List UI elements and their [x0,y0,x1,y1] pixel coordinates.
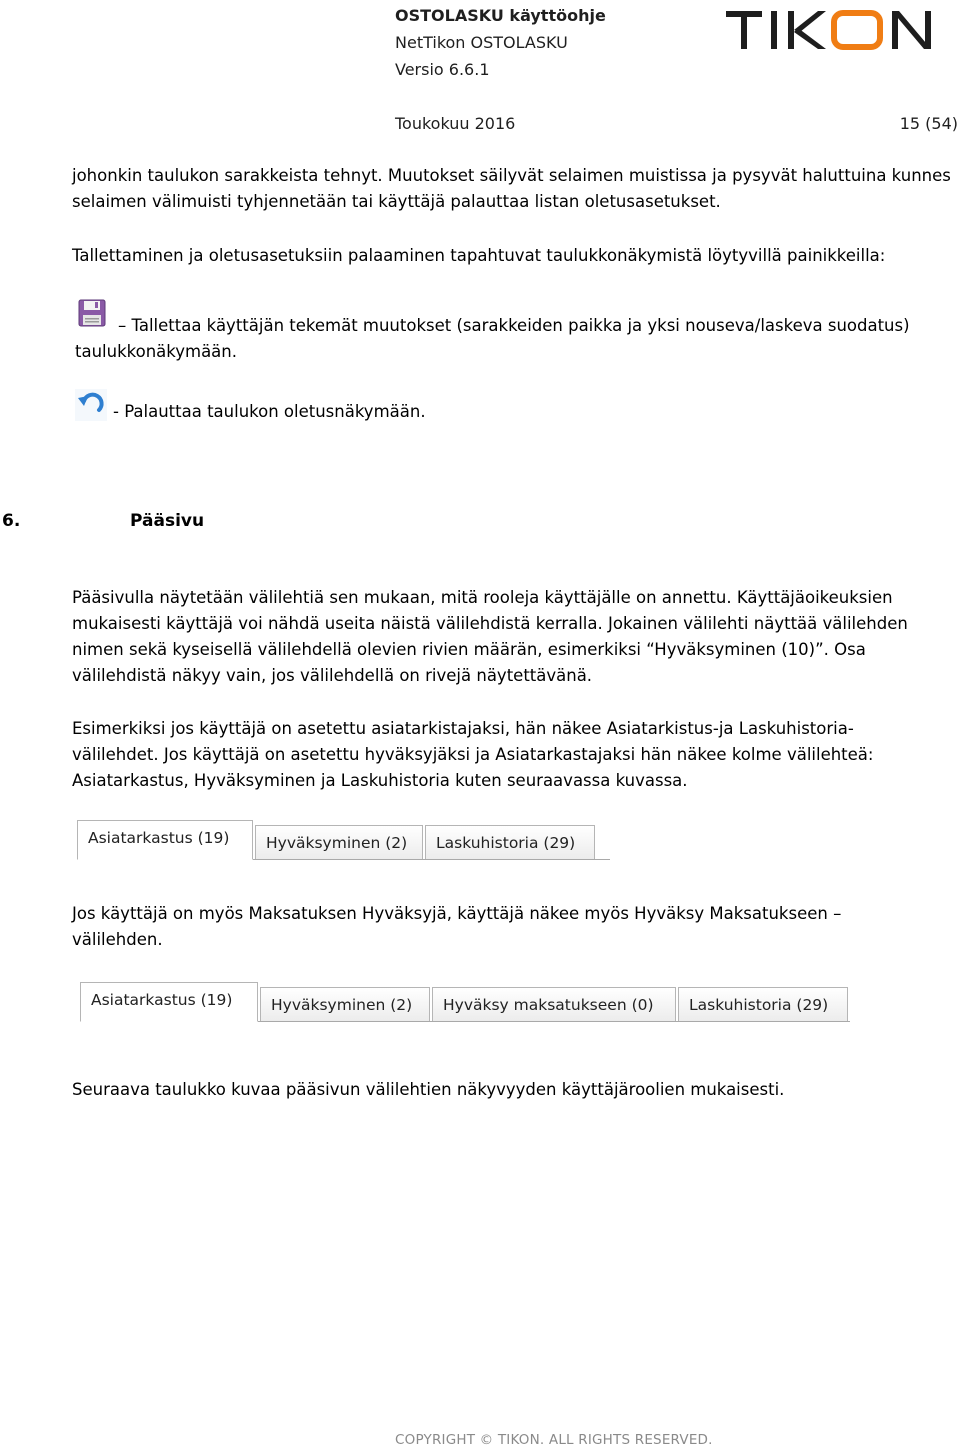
tab-asiatarkastus[interactable]: Asiatarkastus (19) [77,820,253,860]
copyright-footer: COPYRIGHT © TIKON. ALL RIGHTS RESERVED. [395,1432,713,1448]
document-title: OSTOLASKU käyttöohje [395,6,606,25]
paragraph-table-intro: Seuraava taulukko kuvaa pääsivun välilehtien näkyvyyden käyttäjäroolien mukaisesti. [72,1080,785,1099]
document-date: Toukokuu 2016 [395,114,516,133]
tab-hyvaksy-maksatukseen[interactable]: Hyväksy maksatukseen (0) [432,987,676,1021]
section-number: 6. [2,511,21,531]
section-title: Pääsivu [130,511,205,531]
paragraph-maksatus: Jos käyttäjä on myös Maksatuksen Hyväksyjä, käyttäjä näkee myös Hyväksy Maksatukseen –välilehden. [72,904,842,949]
floppy-disk-icon [75,296,109,330]
paragraph-example-roles: Esimerkiksi jos käyttäjä on asetettu asiatarkistajaksi, hän näkee Asiatarkistus-ja Laskuhistoria-välilehdet. Jos käyttäjä on asetettu hyväksyjäksi ja Asiatarkastajaksi hän näkee kolme välilehteä: Asiatarkastus, Hyväksyminen ja Laskuhistoria kuten seuraavassa kuvassa. [72,719,874,790]
tab-laskuhistoria[interactable]: Laskuhistoria (29) [678,987,848,1021]
save-button-description: – Tallettaa käyttäjän tekemät muutokset (sarakkeiden paikka ja yksi nouseva/laskeva suodatus) [118,316,910,335]
version-label: Versio 6.6.1 [395,60,490,79]
tab-hyvaksyminen[interactable]: Hyväksyminen (2) [260,987,430,1021]
tab-laskuhistoria[interactable]: Laskuhistoria (29) [425,825,595,859]
save-button-description-cont: taulukkonäkymään. [75,342,237,361]
tab-hyvaksyminen[interactable]: Hyväksyminen (2) [255,825,423,859]
tab-asiatarkastus[interactable]: Asiatarkastus (19) [80,982,258,1022]
undo-arrow-icon [74,388,108,422]
page-number: 15 (54) [899,114,958,133]
tab-strip-example-1 [77,820,610,860]
reset-button-description: - Palauttaa taulukon oletusnäkymään. [113,402,426,421]
tikon-logo [726,8,936,54]
product-name: NetTikon OSTOLASKU [395,33,568,52]
tab-strip-example-2 [80,982,850,1022]
paragraph-tabs-visibility: Pääsivulla näytetään välilehtiä sen mukaan, mitä rooleja käyttäjälle on annettu. Käyttäjäoikeuksien mukaisesti käyttäjä voi nähdä useita näistä välilehdistä kerralla. Jokainen välilehti näyttää välilehden nimen sekä kyseisellä välilehdellä olevien rivien määrän, esimerkiksi “Hyväksyminen (10)”. Osa välilehdistä näkyy vain, jos välilehdellä on rivejä näytettävänä. [72,588,908,685]
paragraph-intro: johonkin taulukon sarakkeista tehnyt. Muutokset säilyvät selaimen muistissa ja pysyvät haluttuina kunnes selaimen välimuisti tyhjennetään tai käyttäjä palauttaa listan oletusasetukset. [72,166,951,211]
paragraph-buttons-intro: Tallettaminen ja oletusasetuksiin palaaminen tapahtuvat taulukkonäkymistä löytyvillä painikkeilla: [72,246,886,265]
